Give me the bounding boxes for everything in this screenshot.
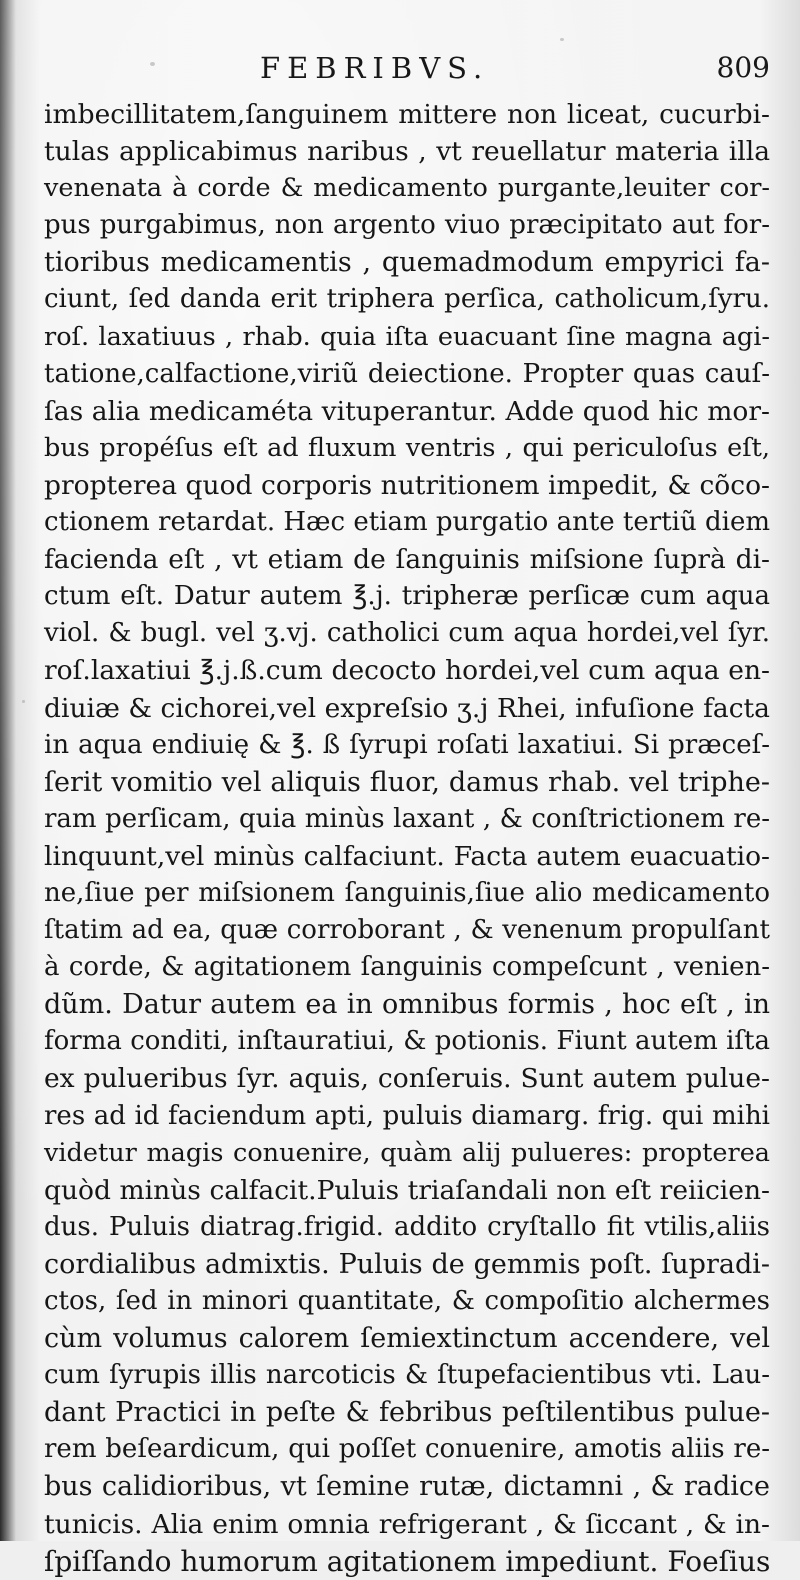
paper-speck bbox=[560, 38, 564, 41]
text-line: ram perſicam, quia minùs laxant , & conſtrictionem re- bbox=[44, 803, 770, 834]
text-line: ne,ſiue per miſsionem ſanguinis,ſiue alio medicamento bbox=[44, 877, 770, 908]
text-line: à corde, & agitationem ſanguinis compeſcunt , venien- bbox=[44, 952, 770, 983]
text-line: cùm volumus calorem ſemiextinctum accendere, vel bbox=[44, 1323, 770, 1355]
text-line: linquunt,vel minùs calfaciunt. Facta autem euacuatio- bbox=[44, 840, 770, 872]
text-line: ctionem retardat. Hæc etiam purgatio ante tertiũ diem bbox=[44, 507, 770, 538]
text-line: ex pulueribus ſyr. aquis, conſeruis. Sunt autem pulue- bbox=[44, 1063, 770, 1095]
text-line: propterea quod corporis nutritionem impedit, & cõco- bbox=[44, 469, 770, 501]
text-line: ctum eſt. Datur autem ℥.j. tripheræ perſicæ cum aqua bbox=[44, 581, 770, 612]
text-line: dant Practici in peſte & febribus peſtilentibus pulue- bbox=[44, 1397, 770, 1429]
text-line: cordialibus admixtis. Puluis de gemmis poſt. ſupradi- bbox=[44, 1248, 770, 1280]
text-line: ſtatim ad ea, quæ corroborant , & venenum propulſant bbox=[44, 915, 770, 946]
text-line: in aqua endiuię & ℥. ß ſyrupi roſati laxatiui. Si præceſ- bbox=[44, 729, 770, 760]
text-line: tatione,calfactione,viriũ deiectione. Propter quas cauſ- bbox=[44, 358, 770, 389]
text-line: ſerit vomitio vel aliquis fluor, damus rhab. vel triphe- bbox=[44, 766, 770, 798]
text-line: roſ. laxatiuus , rhab. quia iſta euacuant ſine magna agi- bbox=[44, 321, 770, 352]
text-line: facienda eſt , vt etiam de ſanguinis miſsione ſuprà di- bbox=[44, 544, 770, 576]
text-line: venenata à corde & medicamento purgante,leuiter cor- bbox=[44, 173, 770, 204]
text-line: forma conditi, inſtauratiui, & potionis. Fiunt autem iſta bbox=[44, 1026, 770, 1057]
text-line: cum ſyrupis illis narcoticis & ſtupefacientibus vti. Lau- bbox=[44, 1360, 770, 1391]
running-head bbox=[70, 48, 770, 88]
text-line: roſ.laxatiui ℥.j.ß.cum decocto hordei,vel cum aqua en- bbox=[44, 655, 770, 687]
text-line: ſas alia medicaméta vituperantur. Adde quod hic mor- bbox=[44, 395, 770, 427]
text-line: pus purgabimus, non argento viuo præcipitato aut for- bbox=[44, 210, 770, 241]
text-line: bus calidioribus, vt ſemine rutæ, dictamni , & radice bbox=[44, 1471, 770, 1503]
text-line: rem beſeardicum, qui poſſet conuenire, amotis aliis re- bbox=[44, 1434, 770, 1465]
text-line: videtur magis conuenire, quàm alij pulueres: propterea bbox=[44, 1137, 770, 1168]
text-line: bus propéſus eſt ad fluxum ventris , qui periculoſus eſt, bbox=[44, 432, 770, 463]
text-line: imbecillitatem,ſanguinem mittere non liceat, cucurbi- bbox=[44, 99, 770, 130]
text-line: ciunt, ſed danda erit triphera perſica, catholicum,ſyru. bbox=[44, 284, 770, 315]
text-line: dũm. Datur autem ea in omnibus formis , hoc eſt , in bbox=[44, 989, 770, 1021]
text-line: tulas applicabimus naribus , vt reuellatur materia illa bbox=[44, 136, 770, 168]
text-line: diuiæ & cichorei,vel expreſsio ʒ.j Rhei, infuſione facta bbox=[44, 692, 770, 724]
text-line: ſpiſſando humorum agitationem impediunt. Foeſius bbox=[44, 1544, 771, 1578]
paper-speck bbox=[22, 700, 25, 703]
text-line: quòd minùs calfacit.Puluis triaſandali non eſt reiicien- bbox=[44, 1174, 770, 1206]
running-title: FEBRIBVS. bbox=[260, 51, 490, 85]
text-line: viol. & bugl. vel ʒ.vj. catholici cum aqua hordei,vel ſyr. bbox=[44, 618, 770, 649]
text-line: ctos, ſed in minori quantitate, & compoſitio alchermes bbox=[44, 1286, 770, 1316]
text-line: tunicis. Alia enim omnia refrigerant , & ſiccant , & in- bbox=[44, 1508, 770, 1540]
page-number: 809 bbox=[716, 51, 770, 84]
body-text bbox=[44, 96, 770, 1580]
text-line: tioribus medicamentis , quemadmodum empyrici fa- bbox=[44, 247, 770, 279]
text-line: dus. Puluis diatrag.frigid. addito cryſtallo fit vtilis,aliis bbox=[44, 1211, 770, 1242]
text-line: res ad id faciendum apti, puluis diamarg. frig. qui mihi bbox=[44, 1100, 770, 1131]
